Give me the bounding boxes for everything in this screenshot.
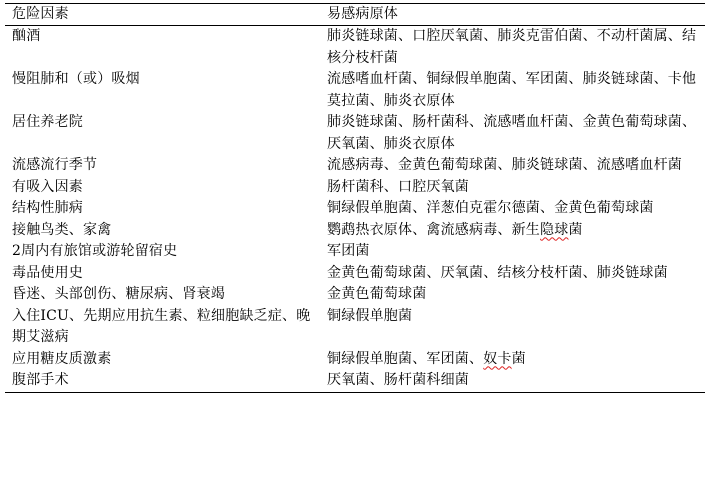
pathogen-cell: 铜绿假单胞菌	[327, 307, 413, 324]
risk-factor-cell: 应用糖皮质激素	[12, 350, 112, 367]
table-row	[5, 69, 705, 112]
risk-factor-cell: 入住ICU、先期应用抗生素、粒细胞缺乏症、晚期艾滋病	[12, 307, 311, 345]
pathogen-cell: 厌氧菌、肠杆菌科细菌	[322, 370, 705, 392]
table-row	[5, 241, 705, 263]
risk-factor-cell: 昏迷、头部创伤、糖尿病、肾衰竭	[12, 286, 225, 302]
table-row	[5, 26, 705, 70]
pathogen-cell: 金黄色葡萄球菌、厌氧菌、结核分枝杆菌、肺炎链球菌	[327, 264, 668, 281]
table-header-row	[5, 4, 705, 26]
table-row	[5, 263, 705, 285]
risk-factor-cell: 毒品使用史	[12, 264, 83, 281]
table-row	[5, 306, 705, 349]
pathogen-cell: 流感嗜血杆菌、铜绿假单胞菌、军团菌、肺炎链球菌、卡他莫拉菌、肺炎衣原体	[327, 71, 697, 109]
pathogen-cell: 金黄色葡萄球菌	[327, 286, 427, 302]
risk-factor-cell: 有吸入因素	[12, 178, 83, 195]
pathogen-cell: 军团菌	[327, 243, 370, 259]
spellcheck-marked-text: 奴卡	[483, 350, 512, 367]
risk-factor-cell: 接触鸟类、家禽	[12, 221, 112, 238]
pathogen-cell	[322, 349, 705, 371]
header-pathogen: 易感病原体	[322, 4, 705, 26]
pathogen-text: 菌	[511, 350, 526, 367]
table-row	[5, 198, 705, 220]
pathogen-cell	[322, 220, 705, 242]
table-row	[5, 112, 705, 155]
risk-factor-cell: 流感流行季节	[12, 157, 98, 173]
pathogen-cell: 铜绿假单胞菌、洋葱伯克霍尔德菌、金黄色葡萄球菌	[327, 200, 654, 216]
spellcheck-marked-text: 隐球	[540, 221, 569, 238]
table-row	[5, 155, 705, 177]
risk-factor-cell: 酗酒	[12, 28, 41, 44]
pathogen-cell: 肺炎链球菌、肠杆菌科、流感嗜血杆菌、金黄色葡萄球菌、厌氧菌、肺炎衣原体	[327, 114, 697, 152]
pathogen-cell: 肠杆菌科、口腔厌氧菌	[327, 178, 469, 195]
pathogen-text: 鹦鹉热衣原体、禽流感病毒、新生	[327, 221, 540, 238]
risk-factor-cell: 2周内有旅馆或游轮留宿史	[12, 243, 178, 259]
risk-factor-cell: 结构性肺病	[12, 200, 83, 216]
pathogen-cell: 流感病毒、金黄色葡萄球菌、肺炎链球菌、流感嗜血杆菌	[327, 157, 682, 173]
pathogen-text: 菌	[568, 221, 583, 238]
table-row	[5, 284, 705, 306]
table-row	[5, 370, 705, 392]
risk-factor-cell: 腹部手术	[5, 370, 322, 392]
risk-factor-table	[5, 4, 705, 393]
risk-factor-cell: 居住养老院	[12, 114, 83, 130]
table-row	[5, 220, 705, 242]
pathogen-text: 铜绿假单胞菌、军团菌、	[327, 350, 484, 367]
pathogen-cell: 肺炎链球菌、口腔厌氧菌、肺炎克雷伯菌、不动杆菌属、结核分枝杆菌	[327, 28, 697, 66]
table-row	[5, 349, 705, 371]
risk-factor-cell: 慢阻肺和（或）吸烟	[12, 71, 140, 87]
table-row	[5, 177, 705, 199]
header-risk-factor: 危险因素	[5, 4, 322, 26]
